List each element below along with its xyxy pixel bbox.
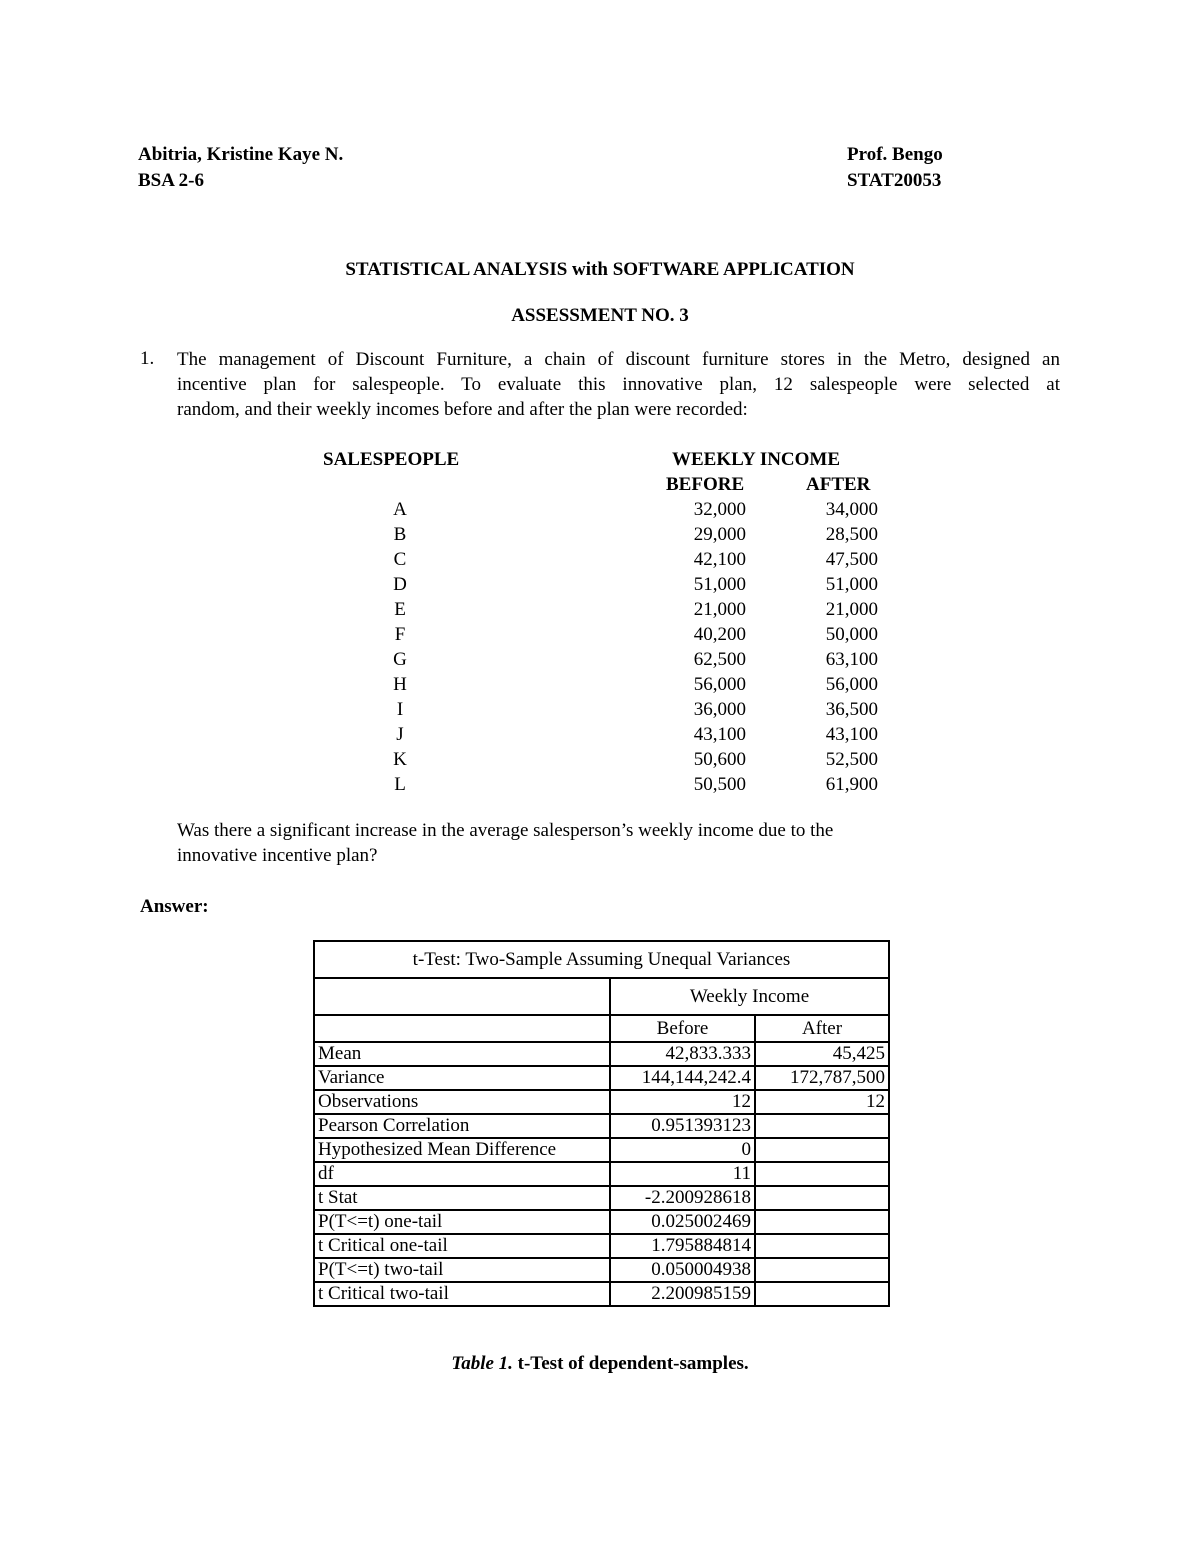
ttest-row-label: Variance: [314, 1066, 610, 1090]
ttest-after-value: 12: [755, 1090, 889, 1114]
income-before: 50,600: [693, 749, 746, 770]
ttest-row: [314, 1162, 889, 1186]
ttest-after-value: [755, 1234, 889, 1258]
ttest-row: [314, 1066, 889, 1090]
income-row: [0, 698, 1200, 723]
income-before: 36,000: [693, 699, 746, 720]
ttest-row-label: t Stat: [314, 1186, 610, 1210]
ttest-row: [314, 1090, 889, 1114]
income-after: 63,100: [825, 649, 878, 670]
income-row: [0, 598, 1200, 623]
ttest-before-value: -2.200928618: [610, 1186, 755, 1210]
student-name: Abitria, Kristine Kaye N.: [138, 144, 344, 165]
income-row: [0, 548, 1200, 573]
ttest-title: t-Test: Two-Sample Assuming Unequal Variances: [314, 941, 889, 978]
ttest-row: [314, 1258, 889, 1282]
ttest-subheader-row: [314, 1015, 889, 1042]
salesperson-label: L: [394, 774, 406, 795]
income-before: 32,000: [693, 499, 746, 520]
ttest-after-value: [755, 1210, 889, 1234]
weekly-income-header: WEEKLY INCOME: [672, 449, 841, 470]
income-row: [0, 648, 1200, 673]
document-title: STATISTICAL ANALYSIS with SOFTWARE APPLICATION: [345, 259, 855, 280]
income-after: 61,900: [825, 774, 878, 795]
ttest-row: [314, 1282, 889, 1306]
income-after: 34,000: [825, 499, 878, 520]
income-row: [0, 623, 1200, 648]
ttest-row: [314, 1042, 889, 1066]
ttest-empty-cell: [314, 1015, 610, 1042]
caption-text: t-Test of dependent-samples.: [517, 1353, 749, 1374]
salesperson-label: D: [393, 574, 407, 595]
student-section: BSA 2-6: [138, 170, 204, 191]
salesperson-label: J: [396, 724, 404, 745]
ttest-before-value: 0.050004938: [610, 1258, 755, 1282]
ttest-after-value: [755, 1282, 889, 1306]
problem-number: 1.: [140, 348, 155, 369]
ttest-before-value: 42,833.333: [610, 1042, 755, 1066]
problem-statement: [177, 347, 1060, 422]
income-before: 21,000: [693, 599, 746, 620]
income-after: 51,000: [825, 574, 878, 595]
ttest-before-value: 11: [610, 1162, 755, 1186]
income-before: 40,200: [693, 624, 746, 645]
ttest-before-value: 144,144,242.4: [610, 1066, 755, 1090]
income-row: [0, 723, 1200, 748]
ttest-after-value: [755, 1258, 889, 1282]
problem-line: random, and their weekly incomes before and after the plan were recorded:: [177, 399, 748, 420]
ttest-after-value: [755, 1138, 889, 1162]
ttest-before-value: 0.025002469: [610, 1210, 755, 1234]
ttest-results-table: [313, 940, 890, 1307]
income-after: 52,500: [825, 749, 878, 770]
income-before: 50,500: [693, 774, 746, 795]
income-row: [0, 498, 1200, 523]
salesperson-label: F: [394, 624, 406, 645]
income-before: 43,100: [693, 724, 746, 745]
income-before: 42,100: [693, 549, 746, 570]
ttest-after-value: [755, 1162, 889, 1186]
document-subtitle: ASSESSMENT NO. 3: [511, 305, 689, 326]
income-before: 62,500: [693, 649, 746, 670]
professor-name: Prof. Bengo: [847, 144, 943, 165]
income-row: [0, 573, 1200, 598]
ttest-after-value: 45,425: [755, 1042, 889, 1066]
ttest-row-label: Mean: [314, 1042, 610, 1066]
salesperson-label: K: [393, 749, 407, 770]
salespeople-header: SALESPEOPLE: [323, 449, 460, 470]
ttest-row-label: t Critical two-tail: [314, 1282, 610, 1306]
before-header: BEFORE: [666, 474, 745, 495]
income-before: 51,000: [693, 574, 746, 595]
student-info: [138, 143, 343, 195]
ttest-title-row: [314, 941, 889, 978]
income-before: 56,000: [693, 674, 746, 695]
salesperson-label: H: [393, 674, 407, 695]
question-text: [177, 818, 833, 868]
salesperson-label: I: [396, 699, 404, 720]
ttest-before-value: 1.795884814: [610, 1234, 755, 1258]
ttest-empty-cell: [314, 978, 610, 1015]
table-caption: [0, 1352, 1200, 1376]
ttest-row: [314, 1210, 889, 1234]
ttest-before-value: 12: [610, 1090, 755, 1114]
ttest-row-label: df: [314, 1162, 610, 1186]
answer-label: Answer:: [140, 896, 209, 917]
income-data-table: [0, 498, 1200, 798]
income-row: [0, 523, 1200, 548]
problem-line: incentive plan for salespeople. To evaluate this innovative plan, 12 salespeople were selected at: [177, 374, 1060, 395]
ttest-row: [314, 1186, 889, 1210]
question-line: Was there a significant increase in the average salesperson’s weekly income due to the: [177, 820, 834, 841]
salesperson-label: A: [393, 499, 407, 520]
income-after: 28,500: [825, 524, 878, 545]
income-after: 43,100: [825, 724, 878, 745]
ttest-group-row: [314, 978, 889, 1015]
ttest-before-header: Before: [610, 1015, 755, 1042]
income-row: [0, 673, 1200, 698]
ttest-before-value: 2.200985159: [610, 1282, 755, 1306]
income-after: 36,500: [825, 699, 878, 720]
ttest-row-label: Pearson Correlation: [314, 1114, 610, 1138]
income-before: 29,000: [693, 524, 746, 545]
after-header: AFTER: [806, 474, 871, 495]
income-after: 47,500: [825, 549, 878, 570]
ttest-before-value: 0.951393123: [610, 1114, 755, 1138]
ttest-after-value: [755, 1114, 889, 1138]
income-after: 21,000: [825, 599, 878, 620]
ttest-after-header: After: [755, 1015, 889, 1042]
course-info: [847, 143, 943, 195]
salesperson-label: C: [393, 549, 407, 570]
income-after: 50,000: [825, 624, 878, 645]
question-line: innovative incentive plan?: [177, 845, 378, 866]
ttest-row-label: P(T<=t) two-tail: [314, 1258, 610, 1282]
salesperson-label: B: [393, 524, 407, 545]
ttest-row: [314, 1138, 889, 1162]
ttest-row-label: Hypothesized Mean Difference: [314, 1138, 610, 1162]
salesperson-label: G: [393, 649, 407, 670]
salesperson-label: E: [394, 599, 406, 620]
ttest-row-label: t Critical one-tail: [314, 1234, 610, 1258]
ttest-row: [314, 1114, 889, 1138]
income-row: [0, 773, 1200, 798]
ttest-row: [314, 1234, 889, 1258]
ttest-row-label: P(T<=t) one-tail: [314, 1210, 610, 1234]
ttest-row-label: Observations: [314, 1090, 610, 1114]
ttest-group-header: Weekly Income: [610, 978, 889, 1015]
caption-label: Table 1.: [451, 1353, 513, 1374]
problem-line: The management of Discount Furniture, a chain of discount furniture stores in the Metro, designed an: [177, 349, 1060, 370]
ttest-after-value: 172,787,500: [755, 1066, 889, 1090]
ttest-before-value: 0: [610, 1138, 755, 1162]
ttest-after-value: [755, 1186, 889, 1210]
income-row: [0, 748, 1200, 773]
course-code: STAT20053: [847, 170, 942, 191]
income-after: 56,000: [825, 674, 878, 695]
